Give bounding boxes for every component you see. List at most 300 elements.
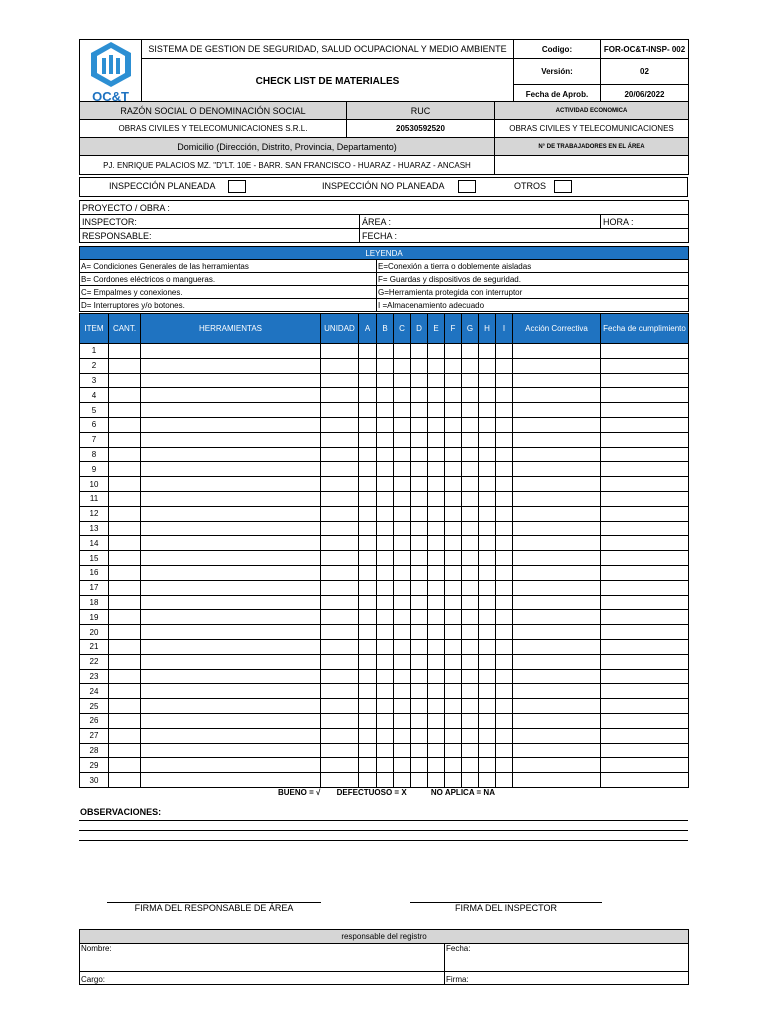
cell-h[interactable]: [479, 654, 496, 669]
cell-f[interactable]: [445, 565, 462, 580]
cell-c[interactable]: [394, 388, 411, 403]
cell-f[interactable]: [445, 477, 462, 492]
cell-a[interactable]: [359, 743, 377, 758]
trabajadores-value[interactable]: [495, 156, 689, 175]
cell-b[interactable]: [377, 447, 394, 462]
cell-fecha[interactable]: [601, 758, 689, 773]
cell-accion[interactable]: [513, 684, 601, 699]
cell-accion[interactable]: [513, 344, 601, 359]
cell-cant[interactable]: [109, 580, 141, 595]
cell-d[interactable]: [411, 625, 428, 640]
cell-g[interactable]: [462, 699, 479, 714]
cell-h[interactable]: [479, 743, 496, 758]
registro-cargo[interactable]: Cargo:: [80, 972, 445, 985]
cell-herramienta[interactable]: [141, 358, 321, 373]
cell-accion[interactable]: [513, 551, 601, 566]
cell-b[interactable]: [377, 654, 394, 669]
cell-fecha[interactable]: [601, 654, 689, 669]
cell-a[interactable]: [359, 639, 377, 654]
cell-i[interactable]: [496, 639, 513, 654]
cell-i[interactable]: [496, 491, 513, 506]
observaciones-line[interactable]: [79, 840, 688, 841]
cell-g[interactable]: [462, 417, 479, 432]
cell-i[interactable]: [496, 595, 513, 610]
cell-c[interactable]: [394, 373, 411, 388]
cell-b[interactable]: [377, 580, 394, 595]
cell-f[interactable]: [445, 743, 462, 758]
cell-fecha[interactable]: [601, 610, 689, 625]
cell-i[interactable]: [496, 610, 513, 625]
cell-herramienta[interactable]: [141, 447, 321, 462]
cell-accion[interactable]: [513, 462, 601, 477]
cell-a[interactable]: [359, 684, 377, 699]
fecha-field[interactable]: FECHA :: [360, 229, 689, 243]
cell-d[interactable]: [411, 743, 428, 758]
planeada-checkbox[interactable]: [228, 180, 246, 193]
cell-f[interactable]: [445, 536, 462, 551]
cell-accion[interactable]: [513, 447, 601, 462]
cell-fecha[interactable]: [601, 491, 689, 506]
cell-g[interactable]: [462, 373, 479, 388]
cell-a[interactable]: [359, 758, 377, 773]
cell-b[interactable]: [377, 773, 394, 788]
cell-accion[interactable]: [513, 699, 601, 714]
cell-d[interactable]: [411, 580, 428, 595]
cell-i[interactable]: [496, 728, 513, 743]
cell-accion[interactable]: [513, 625, 601, 640]
cell-i[interactable]: [496, 551, 513, 566]
cell-e[interactable]: [428, 699, 445, 714]
cell-unidad[interactable]: [321, 551, 359, 566]
cell-d[interactable]: [411, 654, 428, 669]
cell-unidad[interactable]: [321, 639, 359, 654]
cell-e[interactable]: [428, 595, 445, 610]
cell-h[interactable]: [479, 417, 496, 432]
cell-fecha[interactable]: [601, 699, 689, 714]
cell-h[interactable]: [479, 773, 496, 788]
cell-c[interactable]: [394, 462, 411, 477]
cell-a[interactable]: [359, 506, 377, 521]
cell-i[interactable]: [496, 580, 513, 595]
cell-fecha[interactable]: [601, 743, 689, 758]
cell-c[interactable]: [394, 773, 411, 788]
cell-h[interactable]: [479, 639, 496, 654]
cell-f[interactable]: [445, 610, 462, 625]
cell-accion[interactable]: [513, 432, 601, 447]
cell-unidad[interactable]: [321, 373, 359, 388]
cell-c[interactable]: [394, 728, 411, 743]
cell-i[interactable]: [496, 344, 513, 359]
cell-g[interactable]: [462, 403, 479, 418]
cell-e[interactable]: [428, 373, 445, 388]
cell-f[interactable]: [445, 580, 462, 595]
cell-f[interactable]: [445, 373, 462, 388]
cell-g[interactable]: [462, 713, 479, 728]
cell-cant[interactable]: [109, 521, 141, 536]
cell-i[interactable]: [496, 373, 513, 388]
cell-c[interactable]: [394, 506, 411, 521]
cell-h[interactable]: [479, 373, 496, 388]
cell-c[interactable]: [394, 595, 411, 610]
cell-f[interactable]: [445, 728, 462, 743]
cell-herramienta[interactable]: [141, 403, 321, 418]
cell-g[interactable]: [462, 536, 479, 551]
cell-d[interactable]: [411, 417, 428, 432]
cell-d[interactable]: [411, 388, 428, 403]
cell-d[interactable]: [411, 403, 428, 418]
cell-a[interactable]: [359, 699, 377, 714]
cell-g[interactable]: [462, 743, 479, 758]
cell-b[interactable]: [377, 758, 394, 773]
cell-e[interactable]: [428, 580, 445, 595]
cell-i[interactable]: [496, 758, 513, 773]
cell-herramienta[interactable]: [141, 373, 321, 388]
cell-g[interactable]: [462, 580, 479, 595]
cell-herramienta[interactable]: [141, 565, 321, 580]
cell-accion[interactable]: [513, 758, 601, 773]
cell-f[interactable]: [445, 551, 462, 566]
cell-f[interactable]: [445, 773, 462, 788]
cell-unidad[interactable]: [321, 713, 359, 728]
cell-i[interactable]: [496, 403, 513, 418]
cell-cant[interactable]: [109, 654, 141, 669]
cell-d[interactable]: [411, 344, 428, 359]
cell-unidad[interactable]: [321, 773, 359, 788]
cell-cant[interactable]: [109, 432, 141, 447]
responsable-field[interactable]: RESPONSABLE:: [80, 229, 360, 243]
otros-checkbox[interactable]: [554, 180, 572, 193]
cell-e[interactable]: [428, 417, 445, 432]
cell-i[interactable]: [496, 432, 513, 447]
cell-d[interactable]: [411, 491, 428, 506]
cell-cant[interactable]: [109, 713, 141, 728]
cell-c[interactable]: [394, 521, 411, 536]
cell-cant[interactable]: [109, 506, 141, 521]
cell-cant[interactable]: [109, 462, 141, 477]
cell-fecha[interactable]: [601, 417, 689, 432]
cell-g[interactable]: [462, 447, 479, 462]
cell-cant[interactable]: [109, 403, 141, 418]
cell-b[interactable]: [377, 403, 394, 418]
cell-b[interactable]: [377, 373, 394, 388]
cell-e[interactable]: [428, 565, 445, 580]
cell-cant[interactable]: [109, 373, 141, 388]
cell-cant[interactable]: [109, 477, 141, 492]
cell-b[interactable]: [377, 506, 394, 521]
cell-b[interactable]: [377, 536, 394, 551]
registro-firma[interactable]: Firma:: [445, 972, 689, 985]
cell-f[interactable]: [445, 699, 462, 714]
cell-i[interactable]: [496, 699, 513, 714]
cell-f[interactable]: [445, 358, 462, 373]
cell-c[interactable]: [394, 551, 411, 566]
cell-cant[interactable]: [109, 610, 141, 625]
cell-herramienta[interactable]: [141, 639, 321, 654]
cell-h[interactable]: [479, 699, 496, 714]
cell-unidad[interactable]: [321, 669, 359, 684]
cell-c[interactable]: [394, 654, 411, 669]
cell-accion[interactable]: [513, 654, 601, 669]
cell-e[interactable]: [428, 610, 445, 625]
cell-f[interactable]: [445, 432, 462, 447]
cell-accion[interactable]: [513, 403, 601, 418]
cell-a[interactable]: [359, 773, 377, 788]
cell-fecha[interactable]: [601, 565, 689, 580]
cell-herramienta[interactable]: [141, 669, 321, 684]
cell-a[interactable]: [359, 536, 377, 551]
cell-f[interactable]: [445, 388, 462, 403]
cell-g[interactable]: [462, 669, 479, 684]
cell-h[interactable]: [479, 388, 496, 403]
cell-h[interactable]: [479, 595, 496, 610]
cell-cant[interactable]: [109, 743, 141, 758]
cell-h[interactable]: [479, 565, 496, 580]
cell-f[interactable]: [445, 713, 462, 728]
cell-herramienta[interactable]: [141, 551, 321, 566]
cell-d[interactable]: [411, 447, 428, 462]
cell-b[interactable]: [377, 610, 394, 625]
cell-cant[interactable]: [109, 358, 141, 373]
cell-accion[interactable]: [513, 728, 601, 743]
cell-cant[interactable]: [109, 639, 141, 654]
cell-a[interactable]: [359, 491, 377, 506]
cell-e[interactable]: [428, 432, 445, 447]
cell-h[interactable]: [479, 610, 496, 625]
cell-a[interactable]: [359, 580, 377, 595]
cell-fecha[interactable]: [601, 728, 689, 743]
cell-herramienta[interactable]: [141, 654, 321, 669]
cell-c[interactable]: [394, 713, 411, 728]
cell-e[interactable]: [428, 669, 445, 684]
cell-unidad[interactable]: [321, 491, 359, 506]
cell-herramienta[interactable]: [141, 344, 321, 359]
cell-b[interactable]: [377, 625, 394, 640]
cell-h[interactable]: [479, 551, 496, 566]
cell-herramienta[interactable]: [141, 506, 321, 521]
cell-unidad[interactable]: [321, 344, 359, 359]
cell-g[interactable]: [462, 344, 479, 359]
cell-e[interactable]: [428, 684, 445, 699]
cell-unidad[interactable]: [321, 477, 359, 492]
cell-d[interactable]: [411, 477, 428, 492]
cell-unidad[interactable]: [321, 610, 359, 625]
cell-g[interactable]: [462, 728, 479, 743]
cell-g[interactable]: [462, 551, 479, 566]
cell-f[interactable]: [445, 639, 462, 654]
area-field[interactable]: ÁREA :: [360, 215, 601, 229]
cell-cant[interactable]: [109, 417, 141, 432]
cell-herramienta[interactable]: [141, 595, 321, 610]
cell-b[interactable]: [377, 417, 394, 432]
cell-f[interactable]: [445, 625, 462, 640]
cell-h[interactable]: [479, 477, 496, 492]
cell-accion[interactable]: [513, 417, 601, 432]
cell-h[interactable]: [479, 536, 496, 551]
cell-herramienta[interactable]: [141, 743, 321, 758]
cell-fecha[interactable]: [601, 669, 689, 684]
cell-unidad[interactable]: [321, 580, 359, 595]
cell-h[interactable]: [479, 669, 496, 684]
cell-i[interactable]: [496, 654, 513, 669]
cell-c[interactable]: [394, 344, 411, 359]
cell-unidad[interactable]: [321, 521, 359, 536]
cell-c[interactable]: [394, 565, 411, 580]
cell-g[interactable]: [462, 654, 479, 669]
cell-unidad[interactable]: [321, 536, 359, 551]
cell-f[interactable]: [445, 417, 462, 432]
hora-field[interactable]: HORA :: [601, 215, 689, 229]
proyecto-field[interactable]: PROYECTO / OBRA :: [80, 201, 689, 215]
cell-cant[interactable]: [109, 728, 141, 743]
cell-d[interactable]: [411, 610, 428, 625]
cell-herramienta[interactable]: [141, 580, 321, 595]
cell-cant[interactable]: [109, 595, 141, 610]
cell-a[interactable]: [359, 477, 377, 492]
cell-a[interactable]: [359, 654, 377, 669]
cell-fecha[interactable]: [601, 373, 689, 388]
cell-d[interactable]: [411, 506, 428, 521]
cell-f[interactable]: [445, 684, 462, 699]
cell-unidad[interactable]: [321, 654, 359, 669]
cell-cant[interactable]: [109, 699, 141, 714]
cell-unidad[interactable]: [321, 595, 359, 610]
cell-herramienta[interactable]: [141, 610, 321, 625]
cell-g[interactable]: [462, 758, 479, 773]
cell-f[interactable]: [445, 506, 462, 521]
cell-cant[interactable]: [109, 565, 141, 580]
cell-b[interactable]: [377, 713, 394, 728]
cell-a[interactable]: [359, 551, 377, 566]
cell-b[interactable]: [377, 432, 394, 447]
cell-d[interactable]: [411, 595, 428, 610]
cell-e[interactable]: [428, 728, 445, 743]
cell-accion[interactable]: [513, 491, 601, 506]
cell-e[interactable]: [428, 403, 445, 418]
cell-herramienta[interactable]: [141, 388, 321, 403]
cell-a[interactable]: [359, 432, 377, 447]
cell-i[interactable]: [496, 462, 513, 477]
cell-f[interactable]: [445, 491, 462, 506]
cell-g[interactable]: [462, 462, 479, 477]
cell-c[interactable]: [394, 432, 411, 447]
cell-c[interactable]: [394, 358, 411, 373]
cell-g[interactable]: [462, 625, 479, 640]
cell-h[interactable]: [479, 758, 496, 773]
cell-fecha[interactable]: [601, 773, 689, 788]
cell-c[interactable]: [394, 669, 411, 684]
cell-i[interactable]: [496, 388, 513, 403]
cell-c[interactable]: [394, 610, 411, 625]
cell-unidad[interactable]: [321, 743, 359, 758]
cell-e[interactable]: [428, 625, 445, 640]
cell-b[interactable]: [377, 743, 394, 758]
cell-herramienta[interactable]: [141, 684, 321, 699]
cell-unidad[interactable]: [321, 403, 359, 418]
cell-fecha[interactable]: [601, 521, 689, 536]
cell-e[interactable]: [428, 521, 445, 536]
observaciones-line[interactable]: [79, 820, 688, 821]
cell-herramienta[interactable]: [141, 462, 321, 477]
cell-h[interactable]: [479, 625, 496, 640]
cell-g[interactable]: [462, 521, 479, 536]
cell-h[interactable]: [479, 521, 496, 536]
cell-unidad[interactable]: [321, 417, 359, 432]
cell-h[interactable]: [479, 432, 496, 447]
cell-b[interactable]: [377, 728, 394, 743]
cell-c[interactable]: [394, 417, 411, 432]
cell-i[interactable]: [496, 477, 513, 492]
cell-cant[interactable]: [109, 344, 141, 359]
cell-c[interactable]: [394, 625, 411, 640]
cell-f[interactable]: [445, 521, 462, 536]
cell-d[interactable]: [411, 773, 428, 788]
cell-fecha[interactable]: [601, 506, 689, 521]
cell-b[interactable]: [377, 521, 394, 536]
cell-e[interactable]: [428, 462, 445, 477]
cell-accion[interactable]: [513, 610, 601, 625]
cell-herramienta[interactable]: [141, 773, 321, 788]
cell-fecha[interactable]: [601, 447, 689, 462]
cell-c[interactable]: [394, 447, 411, 462]
cell-herramienta[interactable]: [141, 758, 321, 773]
cell-accion[interactable]: [513, 506, 601, 521]
cell-c[interactable]: [394, 477, 411, 492]
cell-e[interactable]: [428, 477, 445, 492]
cell-a[interactable]: [359, 344, 377, 359]
cell-e[interactable]: [428, 639, 445, 654]
cell-a[interactable]: [359, 403, 377, 418]
cell-i[interactable]: [496, 743, 513, 758]
cell-fecha[interactable]: [601, 536, 689, 551]
inspector-field[interactable]: INSPECTOR:: [80, 215, 360, 229]
cell-g[interactable]: [462, 388, 479, 403]
cell-g[interactable]: [462, 491, 479, 506]
cell-f[interactable]: [445, 669, 462, 684]
cell-fecha[interactable]: [601, 595, 689, 610]
cell-a[interactable]: [359, 610, 377, 625]
cell-h[interactable]: [479, 506, 496, 521]
cell-cant[interactable]: [109, 536, 141, 551]
cell-c[interactable]: [394, 580, 411, 595]
cell-accion[interactable]: [513, 743, 601, 758]
cell-unidad[interactable]: [321, 699, 359, 714]
cell-accion[interactable]: [513, 373, 601, 388]
cell-cant[interactable]: [109, 551, 141, 566]
cell-fecha[interactable]: [601, 462, 689, 477]
cell-b[interactable]: [377, 388, 394, 403]
cell-herramienta[interactable]: [141, 713, 321, 728]
cell-f[interactable]: [445, 462, 462, 477]
cell-b[interactable]: [377, 595, 394, 610]
cell-herramienta[interactable]: [141, 477, 321, 492]
cell-c[interactable]: [394, 491, 411, 506]
cell-e[interactable]: [428, 388, 445, 403]
cell-accion[interactable]: [513, 477, 601, 492]
cell-cant[interactable]: [109, 758, 141, 773]
cell-d[interactable]: [411, 713, 428, 728]
no-planeada-checkbox[interactable]: [458, 180, 476, 193]
cell-i[interactable]: [496, 358, 513, 373]
cell-b[interactable]: [377, 669, 394, 684]
cell-accion[interactable]: [513, 580, 601, 595]
cell-i[interactable]: [496, 669, 513, 684]
cell-cant[interactable]: [109, 625, 141, 640]
cell-cant[interactable]: [109, 684, 141, 699]
cell-i[interactable]: [496, 506, 513, 521]
cell-i[interactable]: [496, 625, 513, 640]
cell-i[interactable]: [496, 773, 513, 788]
cell-i[interactable]: [496, 684, 513, 699]
